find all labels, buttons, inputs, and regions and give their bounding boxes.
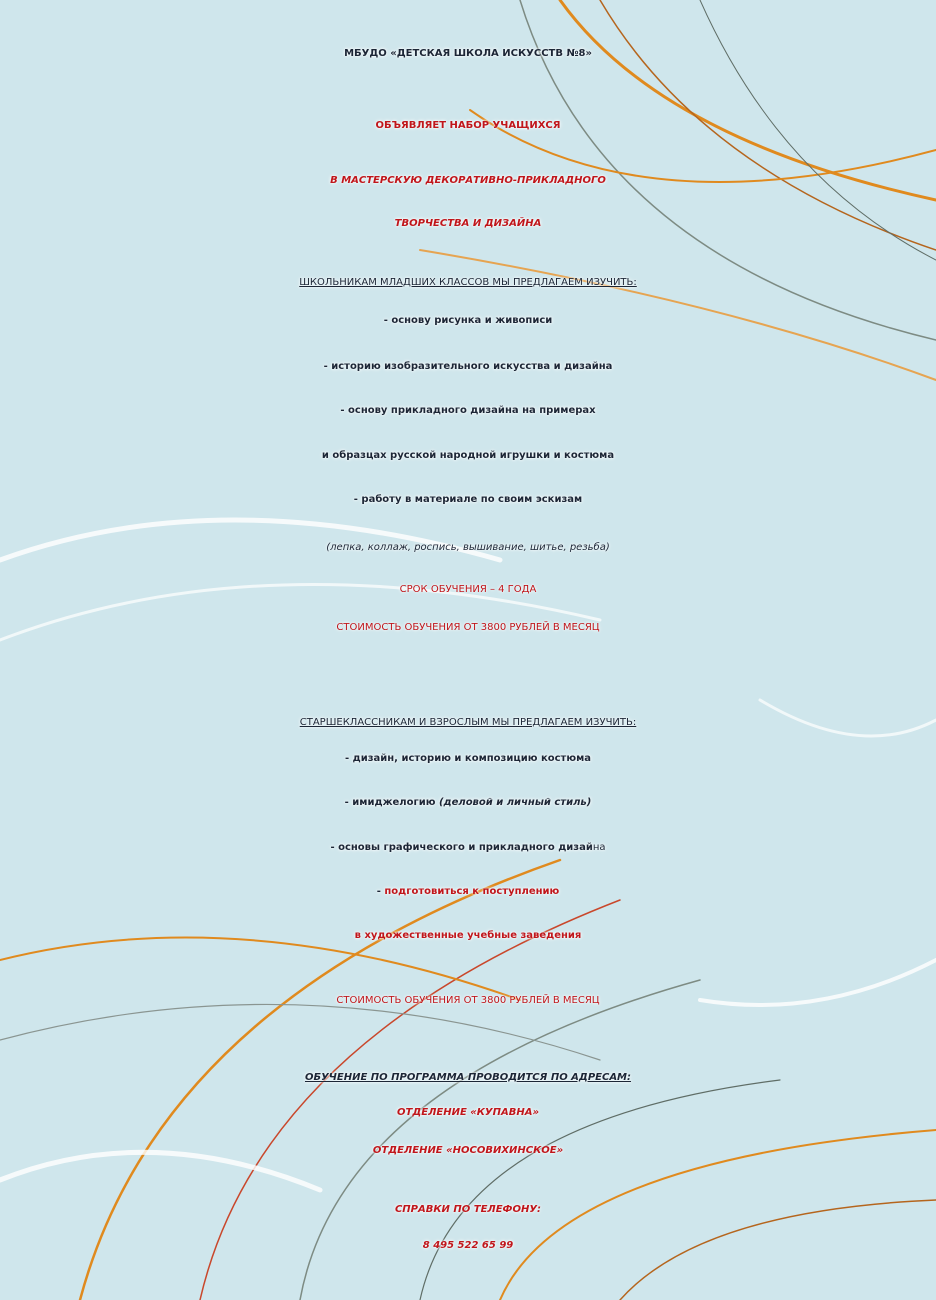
juniors-duration: СРОК ОБУЧЕНИЯ – 4 ГОДА xyxy=(399,584,537,595)
seniors-heading: СТАРШЕКЛАССНИКАМ И ВЗРОСЛЫМ МЫ ПРЕДЛАГАЕМ ИЗУЧИТЬ: xyxy=(299,717,637,728)
juniors-item-5: - работу в материале по своим эскизам xyxy=(353,494,583,505)
seniors-item-2 xyxy=(0,797,936,808)
juniors-item-1: - основу рисунка и живописи xyxy=(383,315,553,326)
seniors-item-2-prefix: - имиджелогию xyxy=(344,797,439,808)
branch-nosovikhinskoe: ОТДЕЛЕНИЕ «НОСОВИХИНСКОЕ» xyxy=(372,1145,564,1156)
juniors-item-3: - основу прикладного дизайна на примерах xyxy=(340,405,596,416)
contacts-label: СПРАВКИ ПО ТЕЛЕФОНУ: xyxy=(394,1204,542,1215)
seniors-item-4 xyxy=(0,886,936,897)
seniors-item-4-dash: - xyxy=(376,886,385,897)
seniors-item-3-tail: на xyxy=(592,842,606,853)
seniors-item-5: в художественные учебные заведения xyxy=(354,930,582,941)
seniors-item-4-red: подготовиться к поступлению xyxy=(384,886,560,897)
seniors-price: СТОИМОСТЬ ОБУЧЕНИЯ ОТ 3800 РУБЛЕЙ В МЕСЯЦ xyxy=(336,995,600,1006)
workshop-line-2: ТВОРЧЕСТВА И ДИЗАЙНА xyxy=(394,218,542,229)
juniors-item-4: и образцах русской народной игрушки и костюма xyxy=(321,450,615,461)
seniors-item-2-italic: (деловой и личный стиль) xyxy=(438,797,592,808)
contacts-phone: 8 495 522 65 99 xyxy=(422,1240,514,1251)
juniors-item-2: - историю изобразительного искусства и дизайна xyxy=(323,361,613,372)
workshop-line-1: В МАСТЕРСКУЮ ДЕКОРАТИВНО-ПРИКЛАДНОГО xyxy=(330,175,606,186)
juniors-note: (лепка, коллаж, роспись, вышивание, шитье, резьба) xyxy=(326,542,610,553)
announce-heading: ОБЪЯВЛЯЕТ НАБОР УЧАЩИХСЯ xyxy=(375,120,561,131)
seniors-item-3-main: - основы графического и прикладного дизай xyxy=(330,842,593,853)
juniors-heading: ШКОЛЬНИКАМ МЛАДШИХ КЛАССОВ МЫ ПРЕДЛАГАЕМ ИЗУЧИТЬ: xyxy=(299,277,637,288)
seniors-item-3 xyxy=(0,842,936,853)
branch-kupavna: ОТДЕЛЕНИЕ «КУПАВНА» xyxy=(397,1107,539,1118)
addresses-heading: ОБУЧЕНИЕ ПО ПРОГРАММА ПРОВОДИТСЯ ПО АДРЕСАМ: xyxy=(304,1072,632,1083)
seniors-item-1: - дизайн, историю и композицию костюма xyxy=(344,753,591,764)
juniors-price: СТОИМОСТЬ ОБУЧЕНИЯ ОТ 3800 РУБЛЕЙ В МЕСЯЦ xyxy=(336,622,600,633)
org-title: МБУДО «ДЕТСКАЯ ШКОЛА ИСКУССТВ №8» xyxy=(344,48,592,59)
